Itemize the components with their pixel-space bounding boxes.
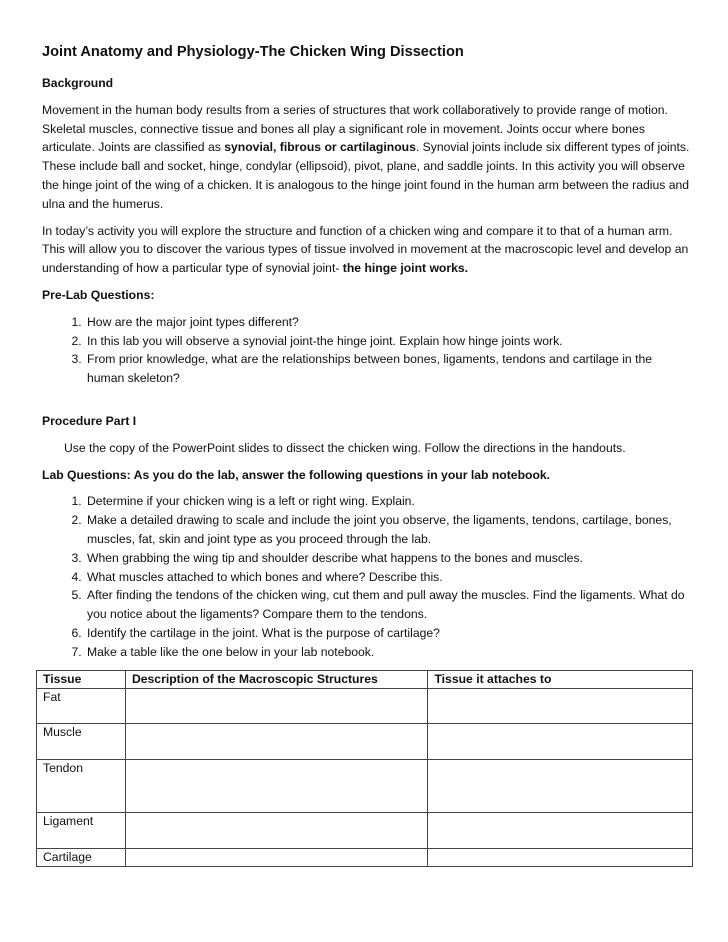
table-header: Tissue it attaches to xyxy=(428,670,693,688)
list-item: 5. After finding the tendons of the chicken wing, cut them and pull away the muscles. Find the ligaments. What do you notice about the ligaments? Compare them to the tendons. xyxy=(85,586,690,624)
background-paragraph-1: Movement in the human body results from a series of structures that work collaboratively to provide range of motion. Skeletal muscles, connective tissue and bones all play a significant role in movement. Joints occur where bones articulate. Joints are classified as synovial, fibrous or cartilaginous. Synovial joints include six different types of joints. These include ball and socket, hinge, condylar (ellipsoid), pivot, plane, and saddle joints. In this activity you will observe the hinge joint of the wing of a chicken. It is analogous to the hinge joint found in the human arm between the radius and ulna and the humerus. xyxy=(42,102,690,211)
background-paragraph-2: In today’s activity you will explore the structure and function of a chicken wing and compare it to that of a human arm. This will allow you to discover the various types of tissue involved in movement at the macroscopic level and develop an understanding of how a particular type of synovial joint- the hinge joint works. xyxy=(42,223,689,276)
list-item: 1. How are the major joint types different? xyxy=(85,313,690,332)
tissue-table xyxy=(36,670,693,867)
lab-questions-heading: Lab Questions: As you do the lab, answer the following questions in your lab notebook. xyxy=(42,467,551,482)
table-cell-tissue: Muscle xyxy=(37,723,126,759)
table-cell xyxy=(428,723,693,759)
list-item: 6. Identify the cartilage in the joint. What is the purpose of cartilage? xyxy=(85,624,690,643)
table-cell xyxy=(125,723,428,759)
table-cell-tissue: Fat xyxy=(37,688,126,723)
document-page xyxy=(42,40,690,867)
table-header: Tissue xyxy=(37,670,126,688)
background-heading: Background xyxy=(42,76,114,90)
table-cell xyxy=(428,688,693,723)
table-cell xyxy=(125,812,428,848)
list-item: 2. In this lab you will observe a synovial joint-the hinge joint. Explain how hinge joints work. xyxy=(85,332,690,351)
list-item: 1. Determine if your chicken wing is a left or right wing. Explain. xyxy=(85,492,690,511)
list-item: 3. When grabbing the wing tip and shoulder describe what happens to the bones and muscles. xyxy=(85,549,690,568)
table-row xyxy=(37,848,693,866)
table-header: Description of the Macroscopic Structures xyxy=(125,670,428,688)
list-item: 7. Make a table like the one below in your lab notebook. xyxy=(85,643,690,662)
table-cell xyxy=(428,812,693,848)
table-cell-tissue: Ligament xyxy=(37,812,126,848)
lab-question-list xyxy=(42,492,690,661)
table-row xyxy=(37,688,693,723)
list-item: 4. What muscles attached to which bones and where? Describe this. xyxy=(85,568,690,587)
procedure-text: Use the copy of the PowerPoint slides to dissect the chicken wing. Follow the directions in the handouts. xyxy=(64,440,626,455)
list-item: 3. From prior knowledge, what are the relationships between bones, ligaments, tendons and cartilage in the human skeleton? xyxy=(85,350,690,388)
prelab-question-list xyxy=(42,313,690,388)
table-row xyxy=(37,723,693,759)
procedure-heading: Procedure Part I xyxy=(42,413,137,428)
table-cell-tissue: Cartilage xyxy=(37,848,126,866)
table-cell xyxy=(125,759,428,812)
table-cell xyxy=(428,848,693,866)
page-title: Joint Anatomy and Physiology-The Chicken Wing Dissection xyxy=(42,44,464,60)
table-cell xyxy=(428,759,693,812)
table-cell xyxy=(125,848,428,866)
table-header-row xyxy=(37,670,693,688)
table-row xyxy=(37,812,693,848)
table-cell-tissue: Tendon xyxy=(37,759,126,812)
table-row xyxy=(37,759,693,812)
prelab-heading: Pre-Lab Questions: xyxy=(42,287,155,302)
list-item: 2. Make a detailed drawing to scale and include the joint you observe, the ligaments, tendons, cartilage, bones, muscles, fat, skin and joint type as you proceed through the lab. xyxy=(85,511,690,549)
table-cell xyxy=(125,688,428,723)
